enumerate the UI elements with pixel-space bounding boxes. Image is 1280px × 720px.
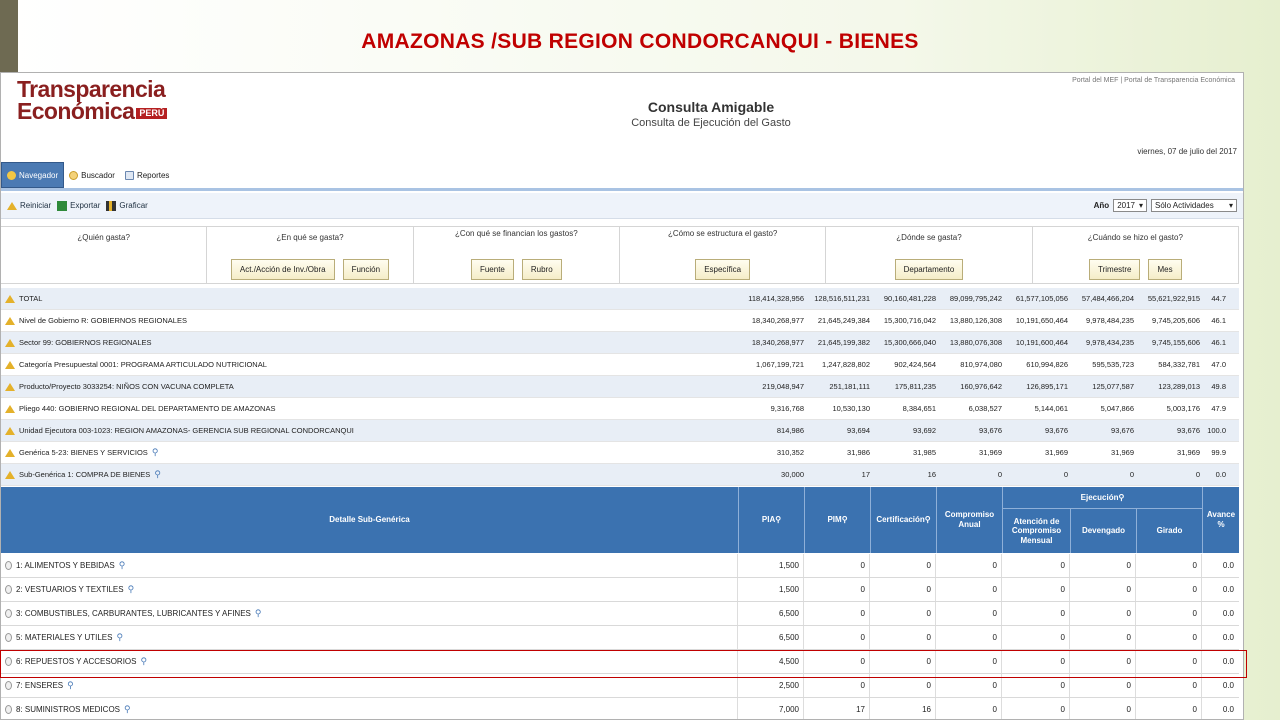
detail-value: 0	[804, 602, 870, 625]
detail-label-text: 1: ALIMENTOS Y BEBIDAS	[16, 561, 115, 570]
question-panel	[1, 226, 1239, 284]
summary-label	[1, 469, 741, 480]
detail-value: 0	[804, 674, 870, 697]
detail-value: 0	[1002, 554, 1070, 577]
question-con-que-se-financian	[414, 227, 620, 283]
chevron-down-icon: ▾	[1138, 201, 1143, 210]
pin-icon: ⚲	[841, 515, 848, 525]
detail-value: 0	[870, 554, 936, 577]
col-ejec-label: Ejecución	[1080, 492, 1119, 502]
summary-label-text: Unidad Ejecutora 003-1023: REGION AMAZONAS- GERENCIA SUB REGIONAL CONDORCANQUI	[19, 426, 354, 435]
summary-value: 9,316,768	[770, 404, 804, 413]
consulta-amigable-screenshot	[0, 72, 1244, 720]
detail-label	[1, 578, 738, 601]
drill-up-icon	[5, 361, 15, 369]
summary-value: 93,676	[1045, 426, 1068, 435]
summary-value: 15,300,666,040	[883, 338, 936, 347]
detail-value: 0	[1002, 650, 1070, 673]
question-title: ¿Cuándo se hizo el gasto?	[1087, 233, 1183, 242]
detail-value: 0	[1070, 578, 1136, 601]
summary-value: 584,332,781	[1158, 360, 1200, 369]
col-devengado[interactable]: Devengado	[1071, 509, 1137, 553]
detail-table-body	[1, 554, 1239, 720]
question-title: ¿Cómo se estructura el gasto?	[667, 229, 778, 238]
tab-label: Buscador	[81, 170, 115, 180]
summary-label	[1, 294, 741, 303]
summary-label-text: Producto/Proyecto 3033254: NIÑOS CON VACUNA COMPLETA	[19, 382, 234, 391]
detail-pct: 0.0	[1222, 609, 1234, 618]
summary-value: 90,160,481,228	[883, 294, 936, 303]
filters	[1094, 199, 1237, 212]
detail-row[interactable]	[1, 626, 1239, 650]
summary-label	[1, 338, 741, 347]
summary-value: 1,067,199,721	[756, 360, 804, 369]
detail-pct: 0.0	[1222, 633, 1234, 642]
especifica-button[interactable]: Específica	[695, 259, 750, 280]
rubro-button[interactable]: Rubro	[522, 259, 562, 280]
act-accion-button[interactable]: Act./Acción de Inv./Obra	[231, 259, 335, 280]
summary-label	[1, 316, 741, 325]
summary-value: 18,340,268,977	[751, 338, 804, 347]
summary-value: 219,048,947	[762, 382, 804, 391]
drill-up-icon	[5, 339, 15, 347]
tab-label: Navegador	[19, 170, 59, 180]
pin-icon: ⚲	[127, 584, 135, 594]
pin-icon: ⚲	[1118, 492, 1125, 502]
drill-up-icon	[5, 317, 15, 325]
detail-pct: 0.0	[1222, 705, 1234, 714]
summary-value: 93,692	[913, 426, 936, 435]
summary-label	[1, 360, 741, 369]
summary-pct: 46.1	[1211, 338, 1226, 347]
detail-value: 0	[1002, 698, 1070, 720]
detail-value: 0	[870, 626, 936, 649]
activity-select[interactable]	[1151, 199, 1237, 212]
summary-value: 21,645,199,382	[817, 338, 870, 347]
year-value: 2017	[1117, 201, 1135, 210]
detail-label	[1, 698, 738, 720]
radio-icon[interactable]	[5, 585, 12, 594]
radio-icon[interactable]	[5, 633, 12, 642]
page-title: Consulta Amigable	[647, 99, 775, 115]
summary-value: 9,978,484,235	[1086, 316, 1134, 325]
drill-up-icon	[5, 295, 15, 303]
detail-value: 0	[1136, 578, 1202, 601]
question-title: ¿Dónde se gasta?	[896, 233, 962, 242]
detail-label-text: 8: SUMINISTROS MEDICOS	[16, 705, 121, 714]
summary-pct: 47.9	[1211, 404, 1226, 413]
summary-label	[1, 447, 741, 458]
pin-icon: ⚲	[154, 469, 161, 479]
summary-value: 0	[1063, 470, 1068, 479]
question-title: ¿Quién gasta?	[77, 233, 130, 242]
summary-label	[1, 404, 741, 413]
summary-row[interactable]	[1, 376, 1239, 398]
detail-value: 0	[870, 674, 936, 697]
detail-value: 0	[936, 602, 1002, 625]
detail-value: 6,500	[738, 602, 804, 625]
detail-pct: 0.0	[1222, 681, 1234, 690]
summary-pct: 44.7	[1211, 294, 1226, 303]
pin-icon: ⚲	[151, 447, 159, 457]
detail-value: 0	[936, 578, 1002, 601]
summary-value: 5,003,176	[1166, 404, 1200, 413]
drill-up-icon	[5, 427, 15, 435]
summary-value: 9,745,205,606	[1152, 316, 1200, 325]
bar-chart-icon	[106, 201, 116, 211]
detail-value: 1,500	[738, 578, 804, 601]
drill-up-icon	[5, 471, 15, 479]
drill-up-icon	[5, 449, 15, 457]
detail-label-text: 7: ENSERES	[16, 681, 64, 690]
reset-icon	[7, 202, 17, 210]
col-pia-label: PIA	[761, 515, 776, 525]
logo-line-2: Económica	[17, 97, 135, 124]
detail-row[interactable]	[1, 602, 1239, 626]
summary-value: 61,577,105,056	[1015, 294, 1068, 303]
detail-value: 0	[936, 626, 1002, 649]
summary-value: 118,414,328,956	[748, 294, 804, 303]
radio-icon[interactable]	[5, 705, 12, 714]
detail-value: 0	[1136, 650, 1202, 673]
pin-icon: ⚲	[124, 704, 131, 714]
summary-label-text: Genérica 5-23: BIENES Y SERVICIOS	[19, 448, 148, 457]
summary-row[interactable]	[1, 398, 1239, 420]
trimestre-button[interactable]: Trimestre	[1089, 259, 1140, 280]
question-donde-se-gasta	[826, 227, 1032, 283]
summary-value: 251,181,111	[829, 382, 870, 391]
pin-icon: ⚲	[254, 608, 262, 618]
detail-value: 7,000	[738, 698, 804, 720]
summary-label-text: Sector 99: GOBIERNOS REGIONALES	[19, 338, 152, 347]
col-cert-label: Certificación	[876, 515, 925, 525]
detail-value: 6,500	[738, 626, 804, 649]
pin-icon: ⚲	[118, 560, 126, 570]
summary-value: 93,676	[1177, 426, 1200, 435]
summary-value: 13,880,126,308	[949, 316, 1002, 325]
reset-button[interactable]	[7, 201, 51, 210]
detail-value: 0	[1070, 602, 1136, 625]
detail-value: 4,500	[738, 650, 804, 673]
chart-button[interactable]	[106, 201, 147, 211]
question-cuando-se-hizo	[1033, 227, 1239, 283]
map-pin-icon	[7, 171, 16, 180]
pin-icon: ⚲	[116, 632, 124, 642]
summary-value: 57,484,466,204	[1081, 294, 1134, 303]
current-date: viernes, 07 de julio del 2017	[1137, 147, 1237, 156]
summary-value: 31,969	[1111, 448, 1134, 457]
detail-label	[1, 602, 738, 625]
detail-value: 0	[870, 602, 936, 625]
summary-pct: 46.1	[1211, 316, 1226, 325]
summary-value: 17	[861, 470, 870, 479]
detail-value: 0	[1070, 698, 1136, 720]
summary-value: 13,880,076,308	[949, 338, 1002, 347]
pin-icon: ⚲	[775, 515, 782, 525]
summary-pct: 0.0	[1215, 470, 1226, 479]
radio-icon[interactable]	[5, 681, 12, 690]
activity-value: Sólo Actividades	[1155, 201, 1214, 210]
summary-value: 8,384,651	[902, 404, 936, 413]
question-como-se-estructura	[620, 227, 826, 283]
detail-value: 0	[1070, 626, 1136, 649]
summary-value: 31,969	[1177, 448, 1200, 457]
summary-value: 902,424,564	[894, 360, 936, 369]
detail-pct: 0.0	[1222, 561, 1234, 570]
summary-value: 10,530,130	[832, 404, 870, 413]
chevron-down-icon: ▾	[1228, 201, 1233, 210]
summary-value: 10,191,600,464	[1015, 338, 1068, 347]
col-atencion[interactable]: Atención de Compromiso Mensual	[1003, 509, 1071, 553]
summary-value: 0	[1195, 470, 1200, 479]
tab-bar	[1, 163, 1243, 191]
summary-value: 55,621,922,915	[1147, 294, 1200, 303]
detail-table-header	[1, 487, 1239, 553]
summary-value: 0	[1129, 470, 1134, 479]
summary-value: 175,811,235	[894, 382, 936, 391]
detail-value: 0	[1136, 674, 1202, 697]
question-en-que-se-gasta	[207, 227, 413, 283]
col-girado[interactable]: Girado	[1137, 509, 1203, 553]
summary-label	[1, 382, 741, 391]
detail-value: 1,500	[738, 554, 804, 577]
detail-value: 0	[936, 698, 1002, 720]
detail-value: 0	[936, 650, 1002, 673]
summary-value: 5,047,866	[1100, 404, 1134, 413]
summary-value: 93,676	[979, 426, 1002, 435]
summary-value: 21,645,249,384	[817, 316, 870, 325]
detail-label-text: 3: COMBUSTIBLES, CARBURANTES, LUBRICANTES Y AFINES	[16, 609, 251, 618]
drill-up-icon	[5, 405, 15, 413]
funcion-button[interactable]: Función	[343, 259, 389, 280]
detail-value: 0	[870, 578, 936, 601]
summary-value: 610,994,826	[1026, 360, 1068, 369]
detail-value: 0	[804, 554, 870, 577]
detail-value: 0	[1136, 626, 1202, 649]
detail-label-text: 6: REPUESTOS Y ACCESORIOS	[16, 657, 137, 666]
fuente-button[interactable]: Fuente	[471, 259, 514, 280]
detail-value: 16	[870, 698, 936, 720]
detail-value: 0	[804, 578, 870, 601]
summary-label-text: Sub-Genérica 1: COMPRA DE BIENES	[19, 470, 151, 479]
summary-value: 0	[997, 470, 1002, 479]
summary-row[interactable]	[1, 288, 1239, 310]
detail-value: 0	[1070, 650, 1136, 673]
summary-value: 31,969	[979, 448, 1002, 457]
col-comp-label: Compromiso Anual	[944, 510, 995, 529]
summary-value: 89,099,795,242	[949, 294, 1002, 303]
detail-value: 0	[936, 674, 1002, 697]
question-title: ¿En qué se gasta?	[276, 233, 344, 242]
detail-value: 0	[1070, 674, 1136, 697]
summary-label-text: Categoría Presupuestal 0001: PROGRAMA ARTICULADO NUTRICIONAL	[19, 360, 267, 369]
chart-label: Graficar	[119, 201, 148, 210]
detail-pct: 0.0	[1222, 657, 1234, 666]
summary-label	[1, 426, 741, 435]
export-button[interactable]	[57, 201, 100, 211]
detail-label	[1, 554, 738, 577]
summary-value: 310,352	[776, 448, 804, 457]
detail-label-text: 5: MATERIALES Y UTILES	[16, 633, 113, 642]
tab-reportes[interactable]	[120, 162, 174, 188]
slide-title: AMAZONAS /SUB REGION CONDORCANQUI - BIENES	[361, 30, 919, 53]
summary-value: 5,144,061	[1034, 404, 1068, 413]
question-quien-gasta	[1, 227, 207, 283]
summary-value: 9,978,434,235	[1086, 338, 1134, 347]
summary-row[interactable]	[1, 464, 1239, 486]
radio-icon[interactable]	[5, 609, 12, 618]
tab-label: Reportes	[136, 170, 170, 180]
summary-value: 126,895,171	[1026, 382, 1068, 391]
col-certificacion[interactable]	[871, 487, 937, 553]
summary-row[interactable]	[1, 332, 1239, 354]
detail-value: 0	[1002, 626, 1070, 649]
top-links[interactable]: Portal del MEF | Portal de Transparencia Económica	[1072, 77, 1235, 84]
transparencia-logo[interactable]	[17, 76, 167, 124]
excel-icon	[57, 201, 67, 211]
logo-peru-tag: PERÚ	[136, 108, 167, 119]
summary-value: 93,676	[1111, 426, 1134, 435]
summary-value: 93,694	[847, 426, 870, 435]
col-pim-label: PIM	[827, 515, 842, 525]
summary-value: 595,535,723	[1092, 360, 1134, 369]
document-icon	[125, 171, 134, 180]
summary-table	[1, 288, 1239, 486]
col-pia[interactable]	[739, 487, 805, 553]
reset-label: Reiniciar	[20, 201, 52, 210]
summary-value: 1,247,828,802	[822, 360, 870, 369]
page-title-block	[521, 99, 901, 129]
detail-value: 0	[1002, 578, 1070, 601]
summary-value: 125,077,587	[1092, 382, 1134, 391]
summary-value: 160,976,642	[960, 382, 1002, 391]
summary-value: 16	[927, 470, 936, 479]
summary-value: 15,300,716,042	[883, 316, 936, 325]
page-subtitle: Consulta de Ejecución del Gasto	[631, 117, 791, 129]
summary-value: 810,974,080	[960, 360, 1002, 369]
col-pim[interactable]	[805, 487, 871, 553]
detail-value: 0	[936, 554, 1002, 577]
radio-icon[interactable]	[5, 561, 12, 570]
summary-value: 30,000	[781, 470, 804, 479]
detail-value: 17	[804, 698, 870, 720]
detail-value: 0	[1136, 698, 1202, 720]
summary-row[interactable]	[1, 420, 1239, 442]
summary-pct: 47.0	[1211, 360, 1226, 369]
question-title: ¿Con qué se financian los gastos?	[454, 229, 578, 238]
tab-navegador[interactable]	[1, 162, 64, 188]
detail-value: 0	[1070, 554, 1136, 577]
summary-value: 128,516,511,231	[814, 294, 870, 303]
summary-value: 123,289,013	[1158, 382, 1200, 391]
summary-value: 10,191,650,464	[1015, 316, 1068, 325]
summary-value: 814,986	[776, 426, 804, 435]
summary-value: 6,038,527	[968, 404, 1002, 413]
detail-row[interactable]	[1, 578, 1239, 602]
col-avance[interactable]: Avance %	[1206, 510, 1236, 529]
detail-row[interactable]	[1, 554, 1239, 578]
summary-label-text: TOTAL	[19, 294, 43, 303]
detail-value: 0	[804, 626, 870, 649]
col-compromiso-anual[interactable]	[937, 487, 1003, 553]
pin-icon: ⚲	[924, 515, 931, 525]
summary-value: 18,340,268,977	[751, 316, 804, 325]
summary-value: 31,985	[913, 448, 936, 457]
toolbar	[1, 193, 1243, 219]
detail-pct: 0.0	[1222, 585, 1234, 594]
summary-value: 31,986	[847, 448, 870, 457]
summary-row[interactable]	[1, 310, 1239, 332]
pin-icon: ⚲	[140, 656, 148, 666]
summary-pct: 99.9	[1211, 448, 1226, 457]
detail-value: 0	[1136, 554, 1202, 577]
drill-up-icon	[5, 383, 15, 391]
summary-value: 31,969	[1045, 448, 1068, 457]
detail-value: 2,500	[738, 674, 804, 697]
tab-buscador[interactable]	[64, 162, 120, 188]
mes-button[interactable]: Mes	[1148, 259, 1181, 280]
detail-row[interactable]	[1, 698, 1239, 720]
export-label: Exportar	[70, 201, 101, 210]
detail-value: 0	[870, 650, 936, 673]
summary-row[interactable]	[1, 354, 1239, 376]
detail-label	[1, 626, 738, 649]
detail-value: 0	[1136, 602, 1202, 625]
summary-value: 9,745,155,606	[1152, 338, 1200, 347]
year-label: Año	[1093, 201, 1110, 210]
col-detail[interactable]: Detalle Sub-Genérica	[1, 487, 739, 553]
search-icon	[69, 171, 78, 180]
detail-value: 0	[1002, 602, 1070, 625]
page-header	[1, 73, 1243, 145]
summary-label-text: Pliego 440: GOBIERNO REGIONAL DEL DEPARTAMENTO DE AMAZONAS	[19, 404, 276, 413]
summary-pct: 100.0	[1207, 426, 1226, 435]
pin-icon: ⚲	[67, 680, 74, 690]
col-ejecucion[interactable]	[1003, 487, 1203, 509]
detail-value: 0	[1002, 674, 1070, 697]
detail-label-text: 2: VESTUARIOS Y TEXTILES	[16, 585, 124, 594]
summary-label-text: Nivel de Gobierno R: GOBIERNOS REGIONALES	[19, 316, 187, 325]
summary-pct: 49.8	[1211, 382, 1226, 391]
logo-line-1: Transparencia	[17, 76, 166, 102]
detail-value: 0	[804, 650, 870, 673]
departamento-button[interactable]: Departamento	[895, 259, 964, 280]
summary-row[interactable]	[1, 442, 1239, 464]
highlight-box	[0, 650, 1247, 678]
year-select[interactable]	[1113, 199, 1147, 212]
